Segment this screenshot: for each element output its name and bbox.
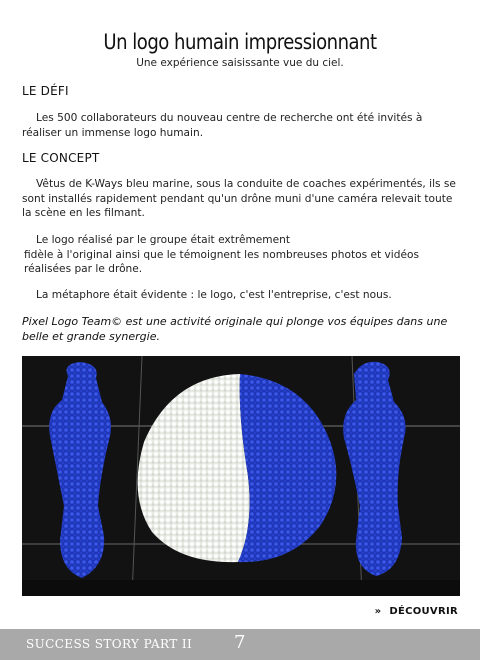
discover-link[interactable] bbox=[375, 606, 458, 617]
concept-paragraph-2-line-2: fidèle à l'original ainsi que le témoignent les nombreuses photos et vidéos réalisées par le drône. bbox=[24, 248, 419, 275]
section-heading-concept: LE CONCEPT bbox=[22, 151, 100, 165]
concept-paragraph-2 bbox=[22, 233, 462, 277]
footer-section-label: SUCCESS STORY PART II bbox=[26, 637, 193, 651]
concept-paragraph-1: Vêtus de K-Ways bleu marine, sous la conduite de coaches expérimentés, ils se sont installés rapidement pendant qu'un drône muni d'une caméra relevait toute la scène en les filmant. bbox=[22, 178, 456, 219]
defi-paragraph: Les 500 collaborateurs du nouveau centre de recherche ont été invités à réaliser un immense logo humain. bbox=[22, 112, 423, 139]
footer-bar bbox=[0, 629, 480, 660]
discover-label: DÉCOUVRIR bbox=[389, 606, 458, 617]
human-logo-illustration bbox=[22, 356, 460, 596]
concept-paragraph-3: La métaphore était évidente : le logo, c'est l'entreprise, c'est nous. bbox=[36, 289, 392, 301]
page-title: Un logo humain impressionnant bbox=[103, 30, 377, 54]
double-chevron-right-icon: » bbox=[374, 606, 382, 617]
section-heading-defi: LE DÉFI bbox=[22, 84, 69, 98]
human-logo-photo bbox=[22, 356, 460, 596]
tagline: Pixel Logo Team© est une activité originale qui plonge vos équipes dans une belle et grande synergie. bbox=[22, 315, 448, 343]
page-subtitle: Une expérience saisissante vue du ciel. bbox=[136, 57, 344, 69]
page-number: 7 bbox=[234, 632, 246, 653]
concept-paragraph-2-line-1: Le logo réalisé par le groupe était extrêmement bbox=[36, 234, 291, 246]
